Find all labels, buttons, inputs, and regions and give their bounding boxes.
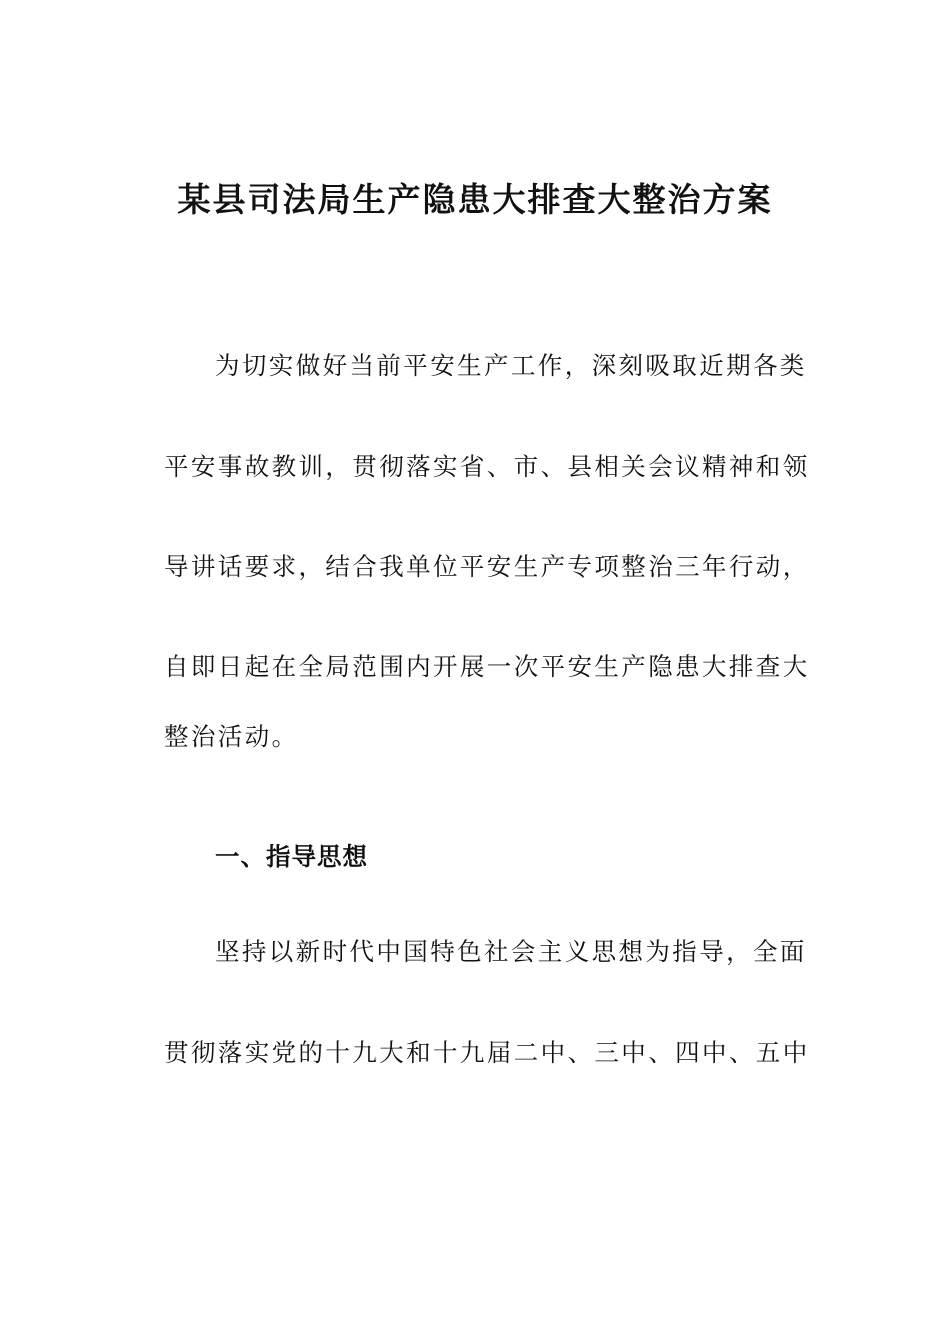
paragraph-line: 坚持以新时代中国特色社会主义思想为指导，全面	[215, 937, 807, 966]
paragraph-line: 整治活动。	[164, 722, 299, 751]
paragraph-line: 导讲话要求，结合我单位平安生产专项整治三年行动，	[164, 552, 810, 581]
section-heading: 一、指导思想	[215, 842, 368, 871]
paragraph-line: 自即日起在全局范围内开展一次平安生产隐患大排查大	[164, 652, 810, 681]
paragraph-line: 贯彻落实党的十九大和十九届二中、三中、四中、五中	[164, 1038, 810, 1067]
paragraph-line: 为切实做好当前平安生产工作，深刻吸取近期各类	[215, 351, 807, 380]
paragraph-line: 平安事故教训，贯彻落实省、市、县相关会议精神和领	[164, 452, 810, 481]
document-title: 某县司法局生产隐患大排查大整治方案	[177, 180, 773, 219]
